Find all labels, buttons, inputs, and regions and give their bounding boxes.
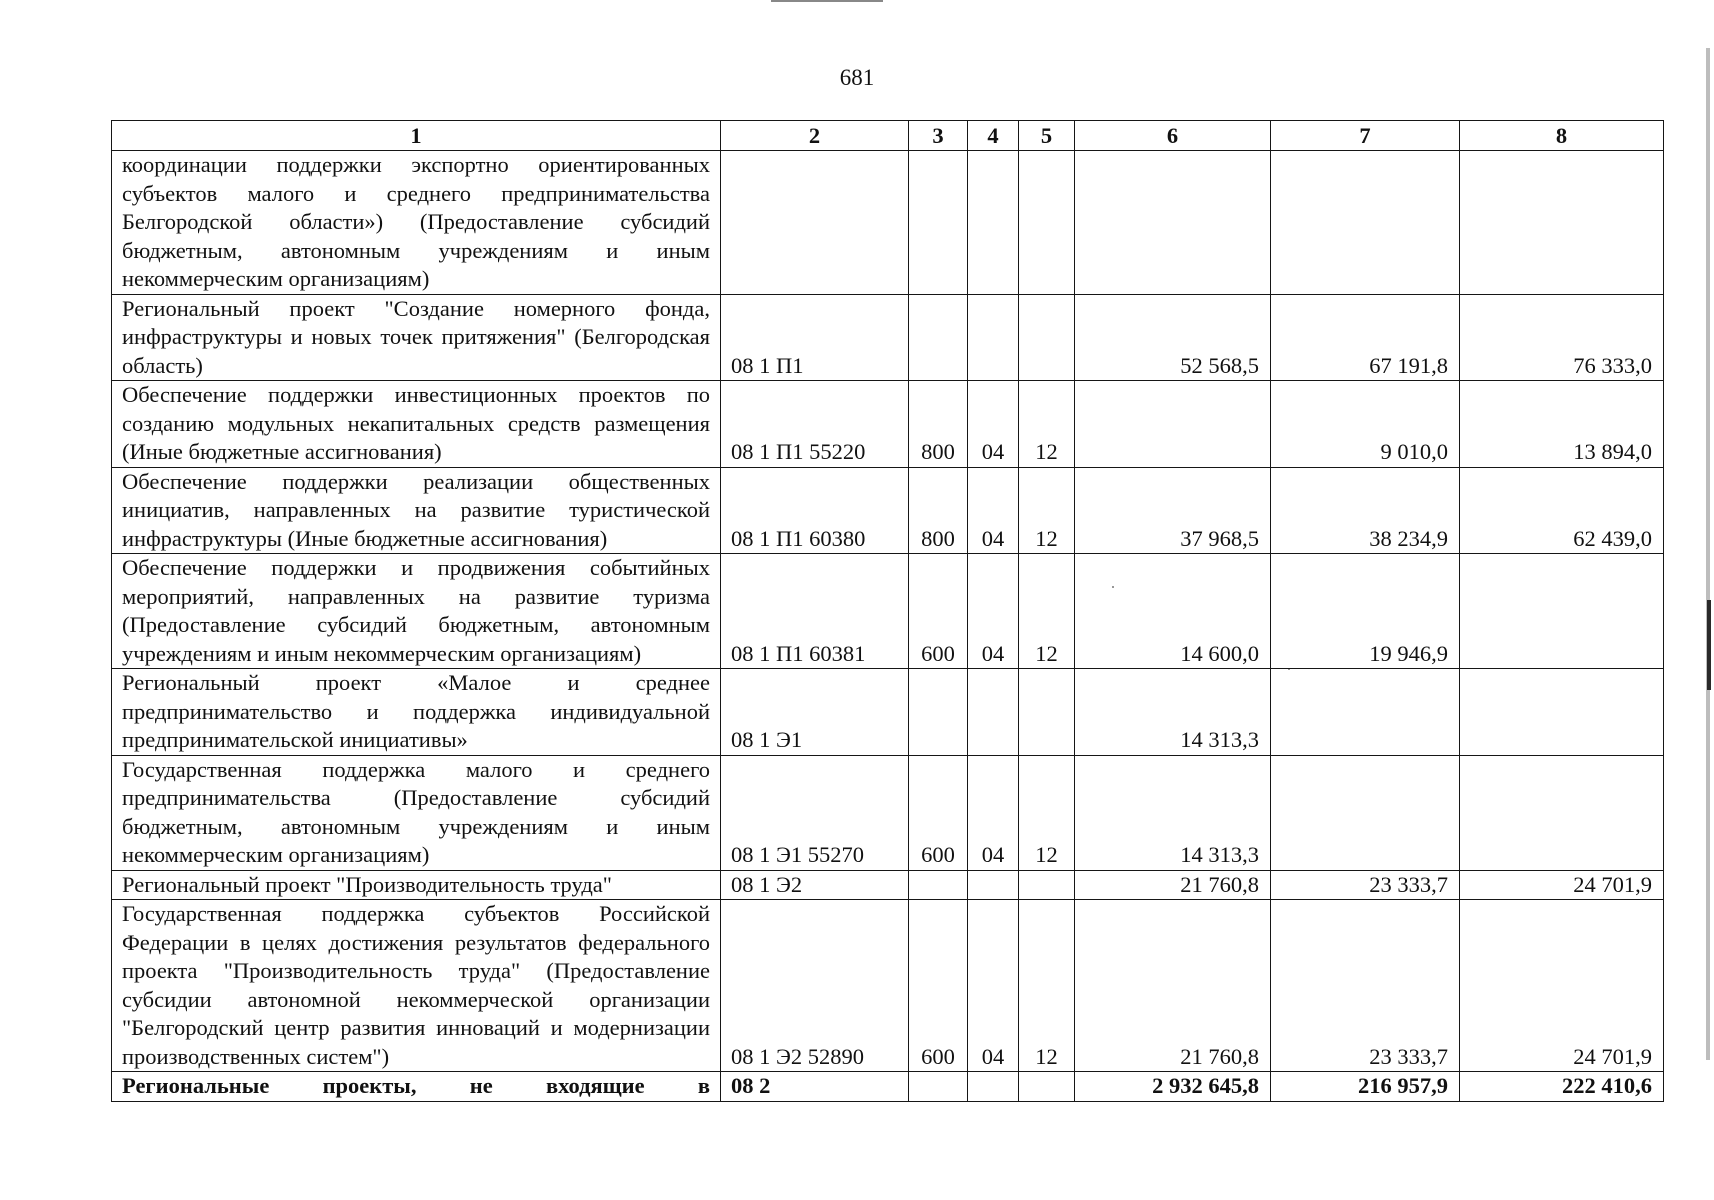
row-col7-value: 23 333,7 xyxy=(1271,900,1460,1072)
row-col5-cell xyxy=(1019,669,1075,756)
header-cell: 3 xyxy=(909,121,968,151)
row-col8-value: 222 410,6 xyxy=(1460,1072,1664,1102)
row-col6-value xyxy=(1075,381,1271,468)
table-row xyxy=(112,1072,1664,1102)
table-row xyxy=(112,900,1664,1072)
table-body xyxy=(112,151,1664,1102)
row-col7-value: 19 946,9 xyxy=(1271,554,1460,669)
row-col6-value: 14 313,3 xyxy=(1075,669,1271,756)
row-name-cell: Региональные проекты, не входящие в xyxy=(112,1072,721,1102)
table-row xyxy=(112,294,1664,381)
row-col7-value: 23 333,7 xyxy=(1271,870,1460,900)
table-row xyxy=(112,554,1664,669)
row-col3-cell: 600 xyxy=(909,554,968,669)
row-name-cell: координации поддержки экспортно ориентированных субъектов малого и среднего предпринимательства Белгородской области») (Предоставление субсидий бюджетным, автономным учреждениям и иным некоммерческим организациям) xyxy=(112,151,721,295)
row-col6-value: 2 932 645,8 xyxy=(1075,1072,1271,1102)
header-cell: 1 xyxy=(112,121,721,151)
row-col3-cell xyxy=(909,1072,968,1102)
row-col3-cell xyxy=(909,669,968,756)
row-name-cell: Государственная поддержка субъектов Российской Федерации в целях достижения результатов федерального проекта "Производительность труда" (Предоставление субсидии автономной некоммерческой организации "Белгородский центр развития инноваций и модернизации производственных систем") xyxy=(112,900,721,1072)
row-col7-value xyxy=(1271,755,1460,870)
row-code-cell: 08 1 Э1 xyxy=(721,669,909,756)
row-col4-cell xyxy=(968,294,1019,381)
row-col4-cell: 04 xyxy=(968,381,1019,468)
row-col7-value xyxy=(1271,151,1460,295)
row-name-cell: Обеспечение поддержки и продвижения событийных мероприятий, направленных на развитие туризма (Предоставление субсидий бюджетным, автономным учреждениям и иным некоммерческим организациям) xyxy=(112,554,721,669)
header-cell: 2 xyxy=(721,121,909,151)
header-cell: 5 xyxy=(1019,121,1075,151)
row-code-cell: 08 1 Э1 55270 xyxy=(721,755,909,870)
row-code-cell: 08 1 П1 xyxy=(721,294,909,381)
row-name-cell: Региональный проект "Производительность труда" xyxy=(112,870,721,900)
table-row xyxy=(112,467,1664,554)
row-col7-value: 216 957,9 xyxy=(1271,1072,1460,1102)
row-col8-value xyxy=(1460,755,1664,870)
row-col5-cell: 12 xyxy=(1019,381,1075,468)
table-row xyxy=(112,669,1664,756)
row-col6-value: 14 600,0 xyxy=(1075,554,1271,669)
row-name-cell: Обеспечение поддержки инвестиционных проектов по созданию модульных некапитальных средств размещения (Иные бюджетные ассигнования) xyxy=(112,381,721,468)
row-col8-value: 62 439,0 xyxy=(1460,467,1664,554)
scan-edge-mark xyxy=(1706,48,1710,1060)
table-row xyxy=(112,755,1664,870)
budget-table xyxy=(111,120,1664,1102)
row-col3-cell: 600 xyxy=(909,900,968,1072)
row-col5-cell: 12 xyxy=(1019,755,1075,870)
row-col4-cell: 04 xyxy=(968,900,1019,1072)
row-code-cell: 08 1 П1 60380 xyxy=(721,467,909,554)
row-col3-cell: 800 xyxy=(909,381,968,468)
header-cell: 6 xyxy=(1075,121,1271,151)
row-col6-value: 37 968,5 xyxy=(1075,467,1271,554)
row-name-cell: Обеспечение поддержки реализации общественных инициатив, направленных на развитие туристической инфраструктуры (Иные бюджетные ассигнования) xyxy=(112,467,721,554)
row-col4-cell xyxy=(968,1072,1019,1102)
row-col7-value: 9 010,0 xyxy=(1271,381,1460,468)
row-col3-cell xyxy=(909,870,968,900)
row-col7-value: 67 191,8 xyxy=(1271,294,1460,381)
row-col3-cell: 800 xyxy=(909,467,968,554)
row-col4-cell: 04 xyxy=(968,554,1019,669)
row-col8-value xyxy=(1460,554,1664,669)
row-col5-cell xyxy=(1019,1072,1075,1102)
row-col5-cell xyxy=(1019,870,1075,900)
row-code-cell: 08 1 Э2 52890 xyxy=(721,900,909,1072)
row-col6-value: 52 568,5 xyxy=(1075,294,1271,381)
row-col8-value xyxy=(1460,669,1664,756)
row-col7-value: 38 234,9 xyxy=(1271,467,1460,554)
top-rule xyxy=(771,0,883,2)
row-col6-value: 21 760,8 xyxy=(1075,900,1271,1072)
row-col7-value xyxy=(1271,669,1460,756)
row-code-cell: 08 2 xyxy=(721,1072,909,1102)
row-col3-cell xyxy=(909,294,968,381)
table-row xyxy=(112,381,1664,468)
row-code-cell: 08 1 П1 55220 xyxy=(721,381,909,468)
row-code-cell: 08 1 П1 60381 xyxy=(721,554,909,669)
row-name-cell: Региональный проект «Малое и среднее предпринимательство и поддержка индивидуальной предпринимательской инициативы» xyxy=(112,669,721,756)
row-col8-value: 13 894,0 xyxy=(1460,381,1664,468)
scan-edge-mark-dark xyxy=(1707,600,1711,690)
header-row xyxy=(112,121,1664,151)
row-col6-value: 21 760,8 xyxy=(1075,870,1271,900)
row-col8-value: 24 701,9 xyxy=(1460,900,1664,1072)
row-col4-cell xyxy=(968,669,1019,756)
table-row xyxy=(112,151,1664,295)
row-col5-cell: 12 xyxy=(1019,900,1075,1072)
row-col6-value: 14 313,3 xyxy=(1075,755,1271,870)
row-col8-value: 76 333,0 xyxy=(1460,294,1664,381)
row-col4-cell xyxy=(968,151,1019,295)
row-col4-cell: 04 xyxy=(968,467,1019,554)
row-col4-cell: 04 xyxy=(968,755,1019,870)
row-col4-cell xyxy=(968,870,1019,900)
row-col3-cell xyxy=(909,151,968,295)
row-name-cell: Региональный проект "Создание номерного фонда, инфраструктуры и новых точек притяжения" (Белгородская область) xyxy=(112,294,721,381)
header-cell: 4 xyxy=(968,121,1019,151)
row-col5-cell xyxy=(1019,151,1075,295)
row-code-cell: 08 1 Э2 xyxy=(721,870,909,900)
row-name-cell: Государственная поддержка малого и среднего предпринимательства (Предоставление субсидий бюджетным, автономным учреждениям и иным некоммерческим организациям) xyxy=(112,755,721,870)
row-col5-cell xyxy=(1019,294,1075,381)
header-cell: 7 xyxy=(1271,121,1460,151)
table-row xyxy=(112,870,1664,900)
page-number: 681 xyxy=(839,65,875,90)
header-cell: 8 xyxy=(1460,121,1664,151)
row-col5-cell: 12 xyxy=(1019,554,1075,669)
row-col6-value xyxy=(1075,151,1271,295)
row-col3-cell: 600 xyxy=(909,755,968,870)
row-col8-value: 24 701,9 xyxy=(1460,870,1664,900)
row-code-cell xyxy=(721,151,909,295)
row-col8-value xyxy=(1460,151,1664,295)
row-col5-cell: 12 xyxy=(1019,467,1075,554)
